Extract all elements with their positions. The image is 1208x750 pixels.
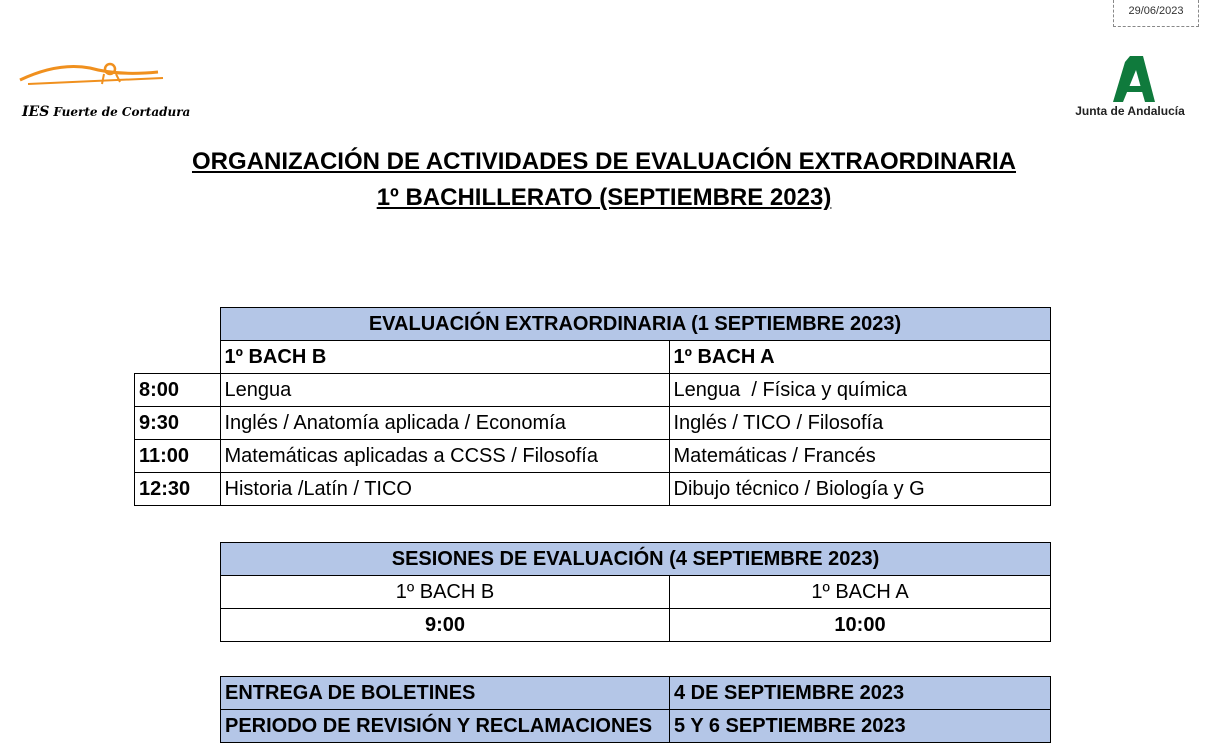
ies-logo xyxy=(18,58,191,122)
review-date: 5 Y 6 SEPTIEMBRE 2023 xyxy=(670,710,1051,743)
time-cell: 9:30 xyxy=(135,407,221,440)
ies-logo-icon xyxy=(18,58,168,98)
page-subtitle: 1º BACHILLERATO (SEPTIEMBRE 2023) xyxy=(376,184,832,211)
delivery-date: 4 DE SEPTIEMBRE 2023 xyxy=(670,677,1051,710)
table-row xyxy=(135,407,1051,440)
table-row xyxy=(221,677,1051,710)
table-row xyxy=(135,473,1051,506)
subject-cell-b: Matemáticas aplicadas a CCSS / Filosofía xyxy=(220,440,669,473)
sessions-group-a: 1º BACH A xyxy=(670,576,1051,609)
subject-cell-b: Lengua xyxy=(220,374,669,407)
sessions-time-b: 9:00 xyxy=(221,609,670,642)
evaluation-header: EVALUACIÓN EXTRAORDINARIA (1 SEPTIEMBRE 2023) xyxy=(220,308,1050,341)
report-delivery-table xyxy=(220,676,1051,743)
evaluation-schedule-table xyxy=(134,307,1051,506)
evaluation-sessions-table xyxy=(220,542,1051,642)
table-row xyxy=(135,374,1051,407)
time-cell: 12:30 xyxy=(135,473,221,506)
subject-cell-b: Inglés / Anatomía aplicada / Economía xyxy=(220,407,669,440)
time-cell: 8:00 xyxy=(135,374,221,407)
date-stamp: 29/06/2023 xyxy=(1113,0,1199,27)
subject-cell-a: Dibujo técnico / Biología y G xyxy=(669,473,1050,506)
sessions-time-a: 10:00 xyxy=(670,609,1051,642)
sessions-header: SESIONES DE EVALUACIÓN (4 SEPTIEMBRE 2023) xyxy=(221,543,1051,576)
subject-cell-a: Matemáticas / Francés xyxy=(669,440,1050,473)
table-row xyxy=(135,440,1051,473)
subject-cell-a: Inglés / TICO / Filosofía xyxy=(669,407,1050,440)
time-cell: 11:00 xyxy=(135,440,221,473)
column-header-bach-a: 1º BACH A xyxy=(669,341,1050,374)
table-row xyxy=(221,710,1051,743)
junta-logo xyxy=(1070,56,1190,122)
ies-logo-text: IES Fuerte de Cortadura xyxy=(22,104,191,120)
delivery-label: ENTREGA DE BOLETINES xyxy=(221,677,670,710)
junta-logo-text: Junta de Andalucía xyxy=(1075,104,1185,118)
column-header-bach-b: 1º BACH B xyxy=(220,341,669,374)
sessions-group-b: 1º BACH B xyxy=(221,576,670,609)
junta-andalucia-icon xyxy=(1105,56,1155,102)
subject-cell-a: Lengua / Física y química xyxy=(669,374,1050,407)
page-title: ORGANIZACIÓN DE ACTIVIDADES DE EVALUACIÓN EXTRAORDINARIA xyxy=(191,148,1017,175)
review-label: PERIODO DE REVISIÓN Y RECLAMACIONES xyxy=(221,710,670,743)
subject-cell-b: Historia /Latín / TICO xyxy=(220,473,669,506)
